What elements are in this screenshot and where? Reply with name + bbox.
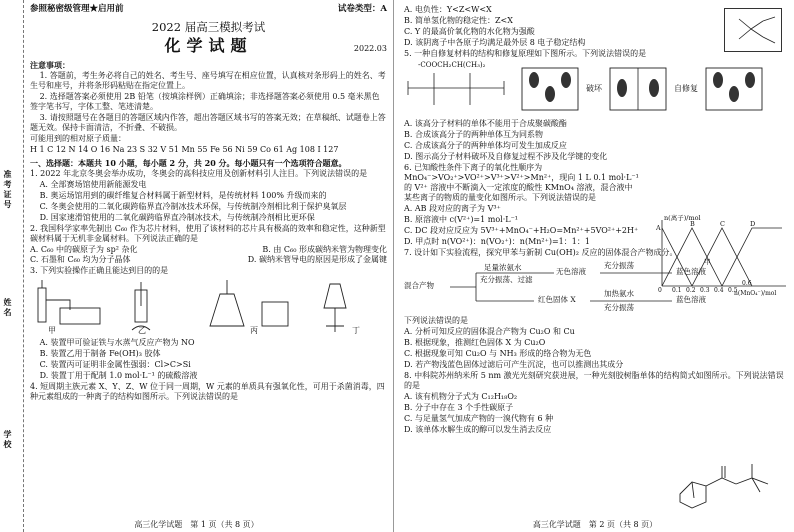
- apparatus-drawing: [30, 278, 388, 336]
- q8-option-d: D. 该单体水解生成的醇可以发生消去反应: [404, 425, 552, 434]
- intact-material-diagram: [520, 64, 580, 114]
- flow-start: 混合产物: [404, 281, 434, 290]
- q7-prompt: 下列说法错误的是: [404, 316, 468, 325]
- graph-tick-1: 0.1: [672, 287, 682, 294]
- flow-colorless-solution: 无色溶液: [556, 267, 586, 276]
- q6-option-b: B. 原溶液中 c(V²⁺)=1 mol·L⁻¹: [404, 215, 519, 224]
- q5-option-a: A. 该高分子材料的单体不能用于合成聚碳酸酯: [404, 119, 567, 128]
- graph-tick-2: 0.2: [686, 287, 696, 294]
- flow-reagent-1: 足量浓氨水: [484, 263, 522, 272]
- q2-options-row-1: [30, 245, 387, 255]
- apparatus-label-jia: 甲: [48, 326, 56, 335]
- q8-option-c: C. 与足量氢气加成产物的一溴代物有 6 种: [404, 414, 554, 423]
- graph-tick-5: 0.5: [728, 287, 738, 294]
- apparatus-label-bing: 丙: [250, 326, 258, 335]
- graph-point-d: D: [750, 220, 756, 228]
- q6-option-a: A. AB 段对应的离子为 V³⁺: [404, 204, 501, 213]
- q3-option-c: C. 装置丙可证明非金属性强弱：Cl>C>Si: [39, 360, 191, 369]
- notice-1: 1. 答题前，考生务必将自己的姓名、考生号、座号填写在相应位置，认真核对条形码上的姓名、考生号和座号，并将条形码粘贴在指定位置上。: [30, 71, 386, 90]
- q4-option-b: B. 简单氢化物的稳定性：Z<X: [404, 16, 513, 25]
- question-2: 2. 我国科学家率先制出 C₆₀ 作为芯片材料，使用了该材料的芯片具有极高的效率和稳定性，这种新型碳材料属于无机非金属材料。下列说法正确的是: [30, 224, 386, 243]
- damaged-material-diagram: [608, 64, 668, 114]
- question-5: 5. 一种自修复材料的结构和修复原理如下图所示。下列说法错误的是: [404, 49, 647, 58]
- atomic-masses: H 1 C 12 N 14 O 16 Na 23 S 32 V 51 Mn 55 Fe 56 Ni 59 Co 61 Ag 108 I 127: [30, 145, 339, 154]
- q5-option-d: D. 图示高分子材料破坏及自修复过程不涉及化学键的变化: [404, 152, 608, 161]
- q1-option-a: A. 全部赛场馆使用新能源发电: [39, 180, 147, 189]
- q6-ion-amount-graph: [648, 214, 790, 300]
- q2-option-d: D. 碳纳米管导电的原因是形成了金属键: [247, 255, 387, 264]
- q5-option-c: C. 合成该高分子的两种单体均可发生加成反应: [404, 141, 567, 150]
- graph-point-a: A: [656, 224, 661, 232]
- polymer-side-chain: -COOCH₂CH(CH₃)₂: [418, 61, 486, 69]
- binding-label-name: 姓名: [3, 298, 13, 318]
- notice-3: 3. 请按照题号在各题目的答题区域内作答，超出答题区域书写的答案无效；在草稿纸、试题卷上答题无效。保持卡面清洁，不折叠、不破损。: [30, 113, 386, 132]
- monomer-drawing: [674, 458, 784, 516]
- page-2: [398, 0, 792, 532]
- label-self-repair: 自修复: [674, 84, 698, 93]
- subject-title: 化学试题: [164, 36, 253, 55]
- question-3: 3. 下列实验操作正确且能达到目的的是: [30, 266, 169, 275]
- graph-tick-6: 0.6: [742, 280, 752, 287]
- q2-options-row-2: [30, 255, 387, 265]
- page-1-footer: 高三化学试题 第 1 页（共 8 页）: [134, 520, 259, 529]
- q2-option-a: A. C₆₀ 中的碳原子为 sp² 杂化: [30, 245, 138, 254]
- graph-point-jia: 甲: [704, 258, 711, 266]
- paper-type: 试卷类型：A: [337, 4, 387, 14]
- flow-shake-1: 充分振荡: [604, 261, 634, 270]
- q4-option-c: C. Y 的最高价氧化物的水化物为强酸: [404, 27, 535, 36]
- binding-label-exam-id: 准考证号: [3, 170, 13, 210]
- q7-option-c: C. 根据现象可知 Cu₂O 与 NH₃ 形成的络合物为无色: [404, 349, 592, 358]
- question-6: 6. 已知酸性条件下离子的氧化性顺序为 MnO₄⁻>VO₂⁺>VO²⁺>V³⁺>V²⁺>Mn²⁺，现向 1 L 0.1 mol·L⁻¹ 的 V²⁺ 溶液中不断滴入一定浓度的酸性 KMnO₄ 溶液，混合液中某些离子的物质的量变化如图所示。下列说法错误的是: [404, 163, 639, 202]
- question-8: 8. 中科院苏州纳米所 5 nm 激光光刻研究获进展，一种光刻胶树脂单体的结构简式如图所示。下列说法错误的是: [404, 371, 784, 390]
- section-1-heading: 一、选择题：本题共 10 小题，每小题 2 分，共 20 分。每小题只有一个选项符合题意。: [30, 158, 347, 168]
- q3-option-d: D. 装置丁用于配制 1.0 mol·L⁻¹ 的硫酸溶液: [39, 371, 198, 380]
- q3-option-b: B. 装置乙用于制备 Fe(OH)₃ 胶体: [39, 349, 161, 358]
- question-7: 7. 设计如下实验流程，探究甲苯与新制 Cu(OH)₂ 反应的固体混合产物成分。: [404, 248, 678, 257]
- graph-tick-0: 0: [658, 287, 662, 294]
- ion-structure-drawing: [725, 9, 781, 51]
- q1-option-d: D. 国家速滑馆使用的二氧化碳跨临界直冷制冰技术，与传统制冷剂相比更环保: [39, 213, 315, 222]
- q4-option-a: A. 电负性：Y<Z<W<X: [404, 5, 492, 14]
- q5-figure: [404, 61, 786, 117]
- graph-point-b: B: [690, 220, 695, 228]
- flow-shake-2: 充分振荡: [604, 303, 634, 312]
- q8-option-a: A. 该有机物分子式为 C₁₂H₁₈O₂: [404, 392, 518, 401]
- q1-option-b: B. 奥运场馆用到的碳纤维复合材料属于新型材料，是传统材料 100% 升级而来的: [39, 191, 327, 200]
- question-4: 4. 短周期主族元素 X、Y、Z、W 位于同一周期，W 元素的单质具有强氧化性，可用于杀菌消毒，四种元素组成的一种离子的结构如图所示。下列说法错误的是: [30, 382, 385, 401]
- question-1: 1. 2022 年北京冬奥会举办成功，冬奥会的高科技应用及创新材料引人注目。下列说法错误的是: [30, 169, 368, 178]
- confidential-label: 参照秘密级管理★启用前: [30, 4, 124, 14]
- q7-option-d: D. 若产物浅蓝色固体过滤后可产生沉淀，也可以推测出其成分: [404, 360, 624, 369]
- q6-option-d: D. 甲点时 n(VO²⁺)：n(VO₂⁺)：n(Mn²⁺)=1：1：1: [404, 237, 590, 246]
- label-break: 破坏: [586, 84, 602, 93]
- exam-title: 2022 届高三模拟考试: [151, 19, 266, 34]
- flow-blue-solution-1: 蓝色溶液: [676, 267, 706, 276]
- q2-option-b: B. 由 C₆₀ 形成碳纳米管为物理变化: [262, 245, 387, 254]
- q2-option-c: C. 石墨和 C₆₀ 均为分子晶体: [30, 255, 131, 264]
- q6-option-c: C. DC 段对应反应为 5V³⁺+MnO₄⁻+H₂O=Mn²⁺+5VO²⁺+2H⁺: [404, 226, 639, 235]
- apparatus-label-yi: 乙: [138, 326, 146, 335]
- graph-x-label: n(MnO₄⁻)/mol: [734, 290, 777, 297]
- notice-2: 2. 选择题答案必须使用 2B 铅笔（按填涂样例）正确填涂；非选择题答案必须使用 0.5 毫米黑色签字笔书写，字体工整、笔迹清楚。: [30, 92, 380, 111]
- repaired-material-diagram: [704, 64, 764, 114]
- flow-blue-solution-2: 蓝色溶液: [676, 295, 706, 304]
- binding-strip: [0, 0, 24, 532]
- q5-option-b: B. 合成该高分子的两种单体互为同系物: [404, 130, 543, 139]
- graph-y-label: n(离子)/mol: [664, 214, 701, 222]
- q8-monomer-structure: [674, 458, 784, 516]
- q4-ion-structure: [724, 8, 782, 52]
- graph-tick-3: 0.3: [700, 287, 710, 294]
- flow-red-solid: 红色固体 X: [538, 295, 576, 304]
- notice-heading: 注意事项：: [30, 60, 70, 70]
- flow-heat-ammonia: 加热氨水: [604, 289, 634, 298]
- atomic-heading: 可能用到的相对原子质量：: [30, 134, 126, 143]
- graph-tick-4: 0.4: [714, 287, 724, 294]
- flow-step-1: 充分振荡、过滤: [480, 275, 533, 284]
- q8-option-b: B. 分子中存在 3 个手性碳原子: [404, 403, 514, 412]
- graph-point-c: C: [720, 220, 725, 228]
- page-1-content: [30, 4, 387, 532]
- q4-option-d: D. 该阴离子中各原子均满足最外层 8 电子稳定结构: [404, 38, 586, 47]
- binding-label-school: 学校: [3, 430, 13, 450]
- q3-apparatus-figure: [30, 278, 387, 336]
- page-2-footer: 高三化学试题 第 2 页（共 8 页）: [532, 520, 658, 529]
- header-bar: [30, 4, 387, 15]
- q1-option-c: C. 冬奥会使用的二氧化碳跨临界直冷制冰技术环保，与传统制冷剂相比利于保护臭氧层: [39, 202, 347, 211]
- q3-option-a: A. 装置甲可验证铁与水蒸气反应产物为 NO: [39, 338, 195, 347]
- q7-option-b: B. 根据现象，推测红色固体 X 为 Cu₂O: [404, 338, 546, 347]
- exam-date: 2022.03: [353, 44, 387, 53]
- page-1: [0, 0, 394, 532]
- apparatus-label-ding: 丁: [352, 326, 360, 335]
- polymer-structure: [404, 61, 514, 117]
- q7-option-a: A. 分析可知反应的固体混合产物为 Cu₂O 和 Cu: [404, 327, 575, 336]
